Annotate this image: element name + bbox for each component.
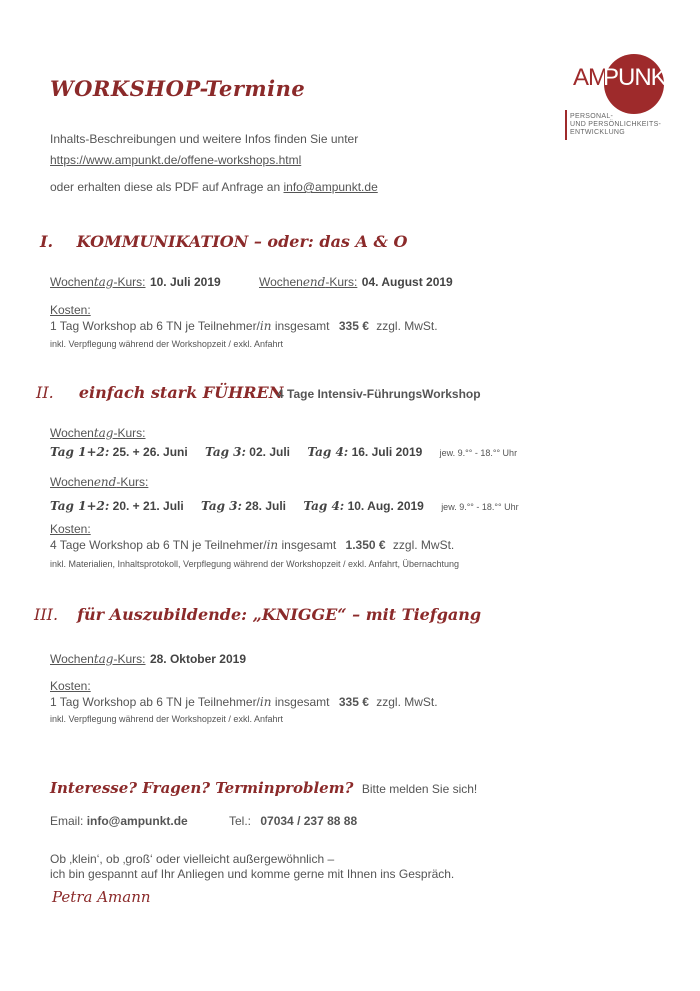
- section2-subtitle: 4 Tage Intensiv-FührungsWorkshop: [277, 387, 481, 401]
- intro-line1: Inhalts-Beschreibungen und weitere Infos finden Sie unter: [50, 132, 359, 146]
- contact-email-row: [50, 814, 188, 828]
- logo-sub-line2: UND PERSÖNLICHKEITS-: [570, 121, 662, 128]
- section3-title: für Auszubildende: „KNIGGE“ – mit Tiefgang: [77, 605, 482, 624]
- section3-cost-label: Kosten:: [50, 679, 91, 693]
- section2-weekend-time: jew. 9.°° - 18.°° Uhr: [441, 502, 519, 512]
- weekend-label: Wochenend-Kurs:: [259, 275, 358, 289]
- closing-line2: ich bin gespannt auf Ihr Anliegen und komme gerne mit Ihnen ins Gespräch.: [50, 867, 455, 881]
- section2-cost-label: Kosten:: [50, 522, 91, 536]
- contact-email[interactable]: info@ampunkt.de: [86, 814, 188, 828]
- section3-heading: [34, 605, 481, 624]
- intro-email-link[interactable]: info@ampunkt.de: [283, 180, 378, 194]
- section2-number: II.: [36, 383, 54, 402]
- weekday-label: Wochentag-Kurs:: [50, 275, 146, 289]
- section2-weekend-dates: Tag 1+2: 20. + 21. Juli Tag 3: 28. Juli Tag 4: 10. Aug. 2019 jew. 9.°° - 18.°° Uhr: [50, 499, 519, 513]
- section3-cost-line: 1 Tag Workshop ab 6 TN je Teilnehmer/in insgesamt 335 € zzgl. MwSt.: [50, 695, 438, 709]
- contact-headline-row: [50, 779, 477, 798]
- section1-note: inkl. Verpflegung während der Workshopzeit / exkl. Anfahrt: [50, 339, 283, 349]
- section3-number: III.: [34, 605, 59, 624]
- logo-divider: [565, 110, 567, 140]
- logo-sub-line3: ENTWICKLUNG: [570, 129, 626, 136]
- section1-price: 335 €: [338, 319, 369, 333]
- section2-title: einfach stark FÜHREN: [78, 383, 284, 402]
- section1-cost-line: 1 Tag Workshop ab 6 TN je Teilnehmer/in insgesamt 335 € zzgl. MwSt.: [50, 319, 438, 333]
- contact-tel[interactable]: 07034 / 237 88 88: [260, 814, 358, 828]
- logo-sub-line1: PERSONAL-: [570, 113, 614, 120]
- signature: Petra Amann: [52, 888, 151, 906]
- section2-price: 1.350 €: [345, 538, 386, 552]
- section1-weekday-row: [50, 273, 221, 291]
- intro-line2: [50, 180, 378, 194]
- contact-tel-row: [229, 814, 357, 828]
- section2-heading: [36, 383, 283, 402]
- section1-heading: [40, 232, 407, 251]
- logo-am: AM: [573, 64, 607, 91]
- section2-note: inkl. Materialien, Inhaltsprotokoll, Verpflegung während der Workshopzeit / exkl. Anfahrt, Übernachtung: [50, 559, 460, 569]
- section2-weekday-time: jew. 9.°° - 18.°° Uhr: [439, 448, 518, 458]
- section1-number: I.: [40, 232, 54, 251]
- section3-weekday-row: [50, 650, 246, 668]
- contact-headline-tail: Bitte melden Sie sich!: [361, 782, 478, 796]
- intro-line2-prefix: oder erhalten diese als PDF auf Anfrage an: [50, 180, 281, 194]
- intro-link[interactable]: https://www.ampunkt.de/offene-workshops.html: [50, 153, 302, 167]
- section2-weekend-label: Wochenend-Kurs:: [50, 475, 149, 489]
- section1-weekend-date: 04. August 2019: [361, 275, 453, 289]
- section3-weekday-label: Wochentag-Kurs:: [50, 652, 146, 666]
- section2-cost-line: 4 Tage Workshop ab 6 TN je Teilnehmer/in insgesamt 1.350 € zzgl. MwSt.: [50, 538, 455, 552]
- logo-subtitle: [570, 113, 661, 137]
- section1-weekend-row: [259, 273, 453, 291]
- closing-line1: Ob ‚klein‘, ob ‚groß‘ oder vielleicht außergewöhnlich –: [50, 852, 335, 866]
- logo-punkt: PUNKT: [603, 64, 680, 91]
- section3-price: 335 €: [338, 695, 369, 709]
- section1-title: KOMMUNIKATION – oder: das A & O: [76, 232, 408, 251]
- tel-label: Tel.:: [229, 814, 252, 828]
- contact-headline: Interesse? Fragen? Terminproblem?: [50, 779, 354, 797]
- section2-weekday-label: Wochentag-Kurs:: [50, 426, 146, 440]
- page-title: WORKSHOP-Termine: [50, 76, 306, 101]
- section3-note: inkl. Verpflegung während der Workshopzeit / exkl. Anfahrt: [50, 714, 283, 724]
- section1-cost-label: Kosten:: [50, 303, 91, 317]
- section1-weekday-date: 10. Juli 2019: [149, 275, 221, 289]
- email-label: Email:: [50, 814, 84, 828]
- section2-weekday-dates: Tag 1+2: 25. + 26. Juni Tag 3: 02. Juli Tag 4: 16. Juli 2019 jew. 9.°° - 18.°° Uhr: [50, 445, 518, 459]
- section3-weekday-date: 28. Oktober 2019: [149, 652, 247, 666]
